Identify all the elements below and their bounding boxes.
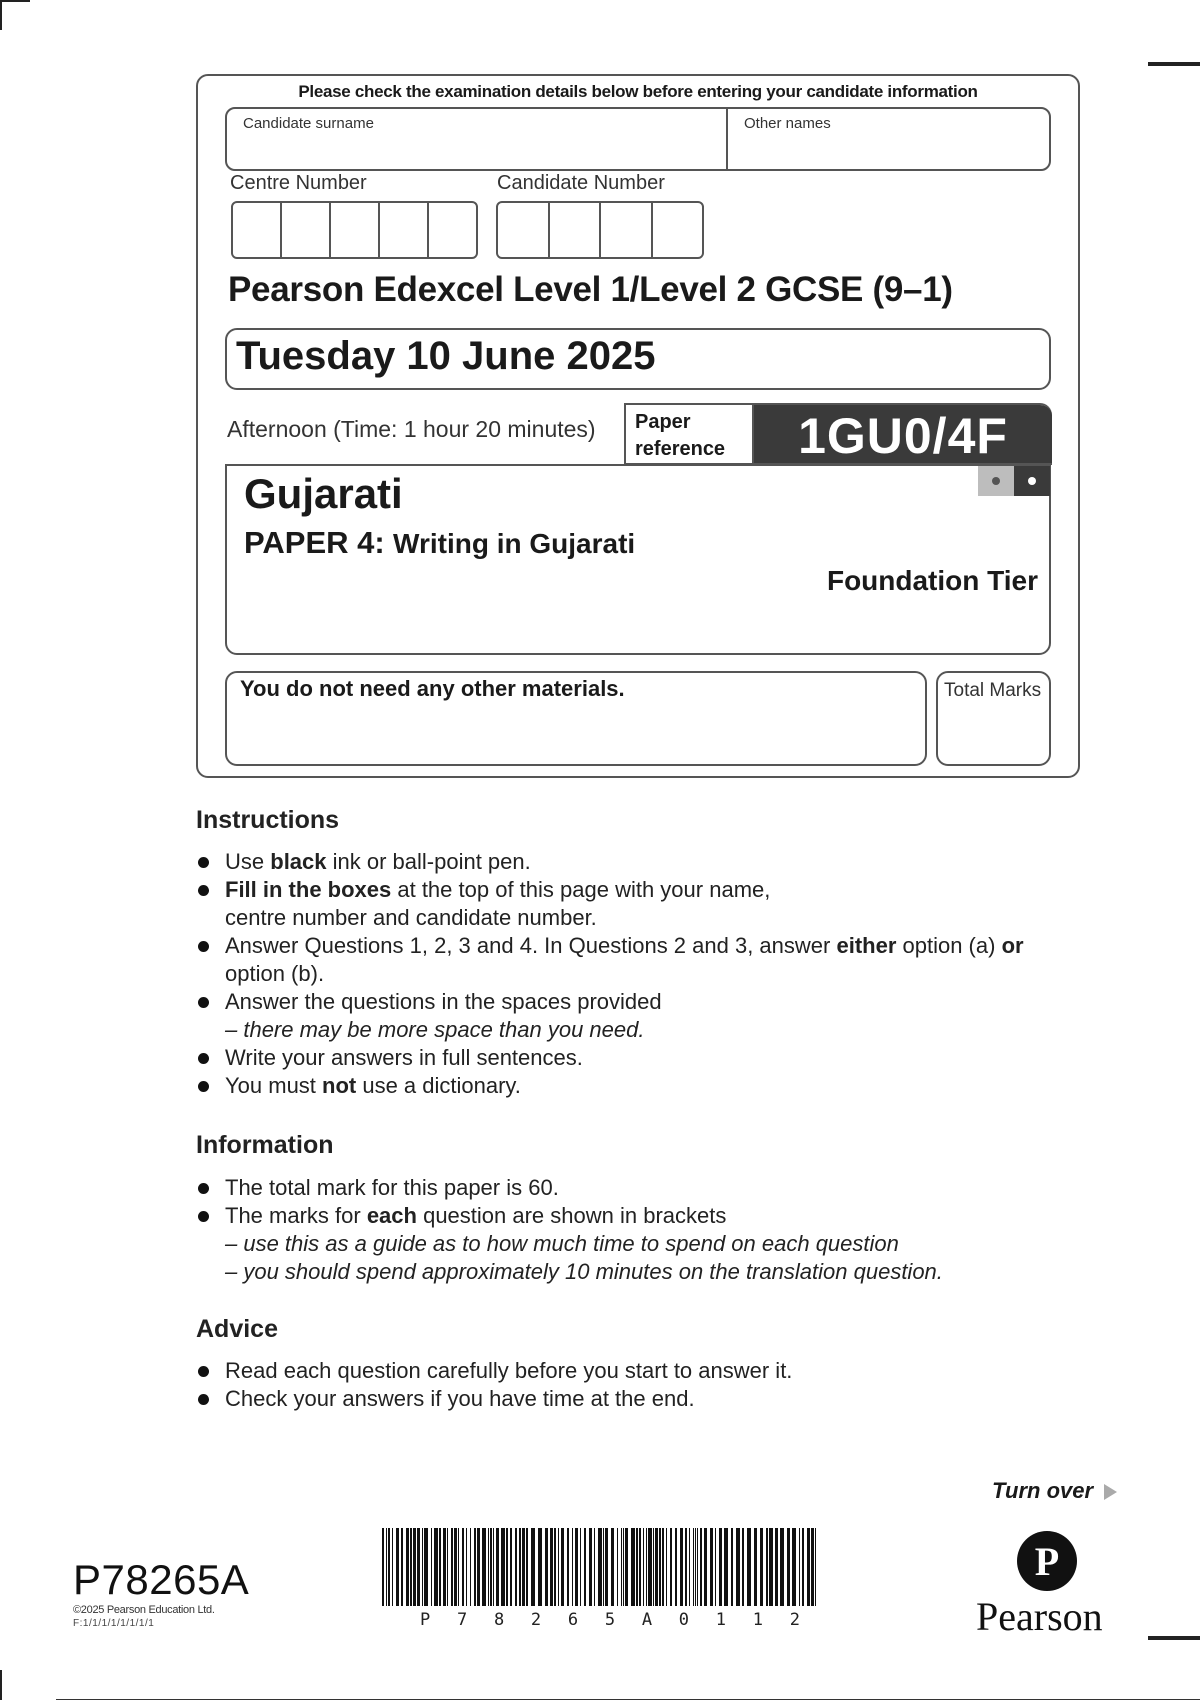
total-marks-label: Total Marks	[944, 680, 1042, 701]
tier-dot-strip	[978, 466, 1050, 496]
check-details-text: Please check the examination details below before entering your candidate information	[298, 82, 978, 101]
barcode-bar	[680, 1528, 683, 1606]
text: Answer Questions 1, 2, 3 and 4. In Questions 2 and 3, answer	[225, 933, 837, 958]
barcode-bar	[406, 1528, 409, 1606]
barcode-digit: A	[641, 1610, 653, 1630]
bullet-icon	[198, 941, 209, 952]
text: centre number and candidate number.	[225, 905, 597, 930]
dot-cell-dark	[1014, 466, 1050, 496]
turn-over-arrow-icon	[1104, 1484, 1117, 1500]
dot-icon	[992, 477, 1000, 485]
bullet-icon	[198, 1366, 209, 1377]
barcode-bar	[598, 1528, 602, 1606]
barcode-bar	[605, 1528, 608, 1606]
centre-number-box[interactable]	[331, 203, 380, 257]
barcode-bar	[451, 1528, 453, 1606]
list-item	[196, 876, 1056, 932]
list-item	[196, 932, 1056, 988]
barcode-bar	[747, 1528, 751, 1606]
materials-text: You do not need any other materials.	[240, 676, 625, 701]
barcode-bar	[575, 1528, 578, 1606]
barcode-bar	[382, 1528, 384, 1606]
barcode-bar	[697, 1528, 698, 1606]
barcode-bar	[470, 1528, 471, 1606]
barcode-digit: 0	[678, 1610, 690, 1630]
text: Write your answers in full sentences.	[225, 1045, 583, 1070]
barcode-bar	[488, 1528, 489, 1606]
text: The marks for	[225, 1203, 367, 1228]
barcode-bar	[689, 1528, 690, 1606]
text-italic: – use this as a guide as to how much time to spend on each question	[225, 1231, 899, 1256]
instructions-heading: Instructions	[196, 806, 340, 834]
bullet-icon	[198, 1211, 209, 1222]
other-names-field[interactable]	[728, 109, 1049, 169]
text: ink or ball-point pen.	[326, 849, 531, 874]
text: You must	[225, 1073, 323, 1098]
barcode-bar	[413, 1528, 416, 1606]
barcode-bar	[589, 1528, 592, 1606]
barcode-bar	[401, 1528, 403, 1606]
barcode-bar	[769, 1528, 773, 1606]
barcode-bar	[522, 1528, 525, 1606]
barcode-digit: 2	[530, 1610, 542, 1630]
copyright-text: ©2025 Pearson Education Ltd.	[73, 1604, 215, 1616]
barcode-bar	[807, 1528, 810, 1606]
barcode-bar	[693, 1528, 694, 1606]
barcode-bar	[639, 1528, 641, 1606]
barcode-bar	[623, 1528, 624, 1606]
barcode-bar	[424, 1528, 428, 1606]
barcode-bar	[584, 1528, 586, 1606]
barcode-bar	[506, 1528, 508, 1606]
paper-title: Writing in Gujarati	[393, 528, 636, 559]
barcode-bar	[670, 1528, 672, 1606]
candidate-name-row	[225, 107, 1051, 171]
text: Use	[225, 849, 271, 874]
text-italic: – you should spend approximately 10 minutes on the translation question.	[225, 1259, 943, 1284]
barcode-bar	[719, 1528, 722, 1606]
list-item	[196, 1072, 1056, 1100]
corner-mark-top-left-h	[0, 0, 30, 2]
barcode-bar	[715, 1528, 716, 1606]
qualification-title: Pearson Edexcel Level 1/Level 2 GCSE (9–1)	[228, 270, 953, 309]
barcode-bar	[580, 1528, 581, 1606]
other-names-label: Other names	[744, 115, 831, 132]
barcode-bar	[646, 1528, 647, 1606]
barcode-digit: 7	[456, 1610, 468, 1630]
corner-mark-top-right	[1148, 62, 1200, 66]
barcode-bar	[545, 1528, 548, 1606]
barcode-digits	[420, 1610, 800, 1630]
barcode-bar	[603, 1528, 604, 1606]
barcode-bar	[392, 1528, 393, 1606]
barcode-bar	[625, 1528, 628, 1606]
barcode-bar	[386, 1528, 387, 1606]
list-item	[196, 1385, 1056, 1413]
barcode-digit: 1	[715, 1610, 726, 1630]
barcode-bar	[799, 1528, 800, 1606]
dot-cell-grey	[978, 466, 1014, 496]
barcode-digit: P	[420, 1610, 431, 1630]
centre-number-label: Centre Number	[230, 172, 367, 194]
pearson-logo-icon	[1016, 1530, 1078, 1592]
barcode-bar	[611, 1528, 614, 1606]
advice-list	[196, 1357, 1056, 1413]
barcode-bar	[493, 1528, 494, 1606]
paper-reference-code: 1GU0/4F	[754, 405, 1052, 463]
bullet-icon	[198, 1081, 209, 1092]
text: option (a)	[896, 933, 1002, 958]
barcode-bar	[519, 1528, 521, 1606]
barcode-bar	[655, 1528, 658, 1606]
candidate-number-box[interactable]	[550, 203, 602, 257]
barcode-bar	[510, 1528, 512, 1606]
list-item	[196, 848, 1056, 876]
text-italic: – there may be more space than you need.	[225, 1017, 645, 1042]
barcode-digit: 8	[493, 1610, 505, 1630]
barcode-bar	[422, 1528, 423, 1606]
tier-label: Foundation Tier	[826, 565, 1038, 596]
barcode-bar	[662, 1528, 664, 1606]
candidate-number-boxes	[496, 201, 704, 259]
barcode-digit: 6	[567, 1610, 579, 1630]
barcode-bar	[685, 1528, 687, 1606]
centre-number-box[interactable]	[380, 203, 429, 257]
barcode-bar	[653, 1528, 654, 1606]
barcode-bar	[447, 1528, 448, 1606]
bullet-icon	[198, 1053, 209, 1064]
information-heading: Information	[196, 1131, 334, 1159]
barcode-bar	[659, 1528, 661, 1606]
pearson-wordmark: Pearson	[976, 1594, 1103, 1639]
barcode-bar	[501, 1528, 505, 1606]
text: at the top of this page with your name,	[391, 877, 771, 902]
candidate-surname-label: Candidate surname	[243, 115, 374, 132]
barcode-bar	[780, 1528, 784, 1606]
barcode-bar	[439, 1528, 441, 1606]
barcode-bar	[648, 1528, 652, 1606]
text-bold: Fill in the boxes	[225, 877, 392, 902]
list-item	[196, 1202, 1056, 1286]
barcode-digit: 5	[604, 1610, 616, 1630]
text-bold: each	[366, 1203, 417, 1228]
barcode-digit: 1	[752, 1610, 763, 1630]
print-code: F:1/1/1/1/1/1/1/1	[73, 1618, 155, 1629]
barcode-bar	[458, 1528, 459, 1606]
barcode-bar	[462, 1528, 464, 1606]
barcode-bar	[792, 1528, 796, 1606]
barcode-bar	[700, 1528, 702, 1606]
information-list	[196, 1174, 1056, 1286]
text: Read each question carefully before you start to answer it.	[225, 1358, 793, 1383]
barcode-bar	[550, 1528, 553, 1606]
barcode-bar	[811, 1528, 814, 1606]
text: The total mark for this paper is 60.	[225, 1175, 559, 1200]
paper-code: P78265A	[73, 1556, 250, 1603]
exam-date: Tuesday 10 June 2025	[236, 334, 656, 378]
barcode-bar	[766, 1528, 768, 1606]
barcode-bar	[643, 1528, 644, 1606]
text-bold: or	[1001, 933, 1024, 958]
bullet-icon	[198, 1394, 209, 1405]
turn-over-text: Turn over	[992, 1478, 1094, 1503]
candidate-number-box[interactable]	[498, 203, 550, 257]
candidate-surname-field[interactable]	[227, 109, 728, 169]
text-bold: not	[322, 1073, 357, 1098]
barcode-bar	[695, 1528, 696, 1606]
barcode-bar	[526, 1528, 528, 1606]
barcode-bar	[482, 1528, 486, 1606]
paper-title-line	[244, 525, 635, 561]
barcode-bar	[802, 1528, 804, 1606]
barcode-digit: 2	[789, 1610, 800, 1630]
barcode-bar	[704, 1528, 707, 1606]
paper-reference-label	[626, 405, 754, 463]
paper-reference-box	[624, 403, 1052, 465]
barcode-bar	[466, 1528, 467, 1606]
subject-name: Gujarati	[244, 470, 403, 517]
centre-number-box[interactable]	[429, 203, 476, 257]
barcode-bar	[594, 1528, 595, 1606]
barcode-bar	[515, 1528, 517, 1606]
barcode-bar	[621, 1528, 622, 1606]
barcode-bar	[443, 1528, 446, 1606]
barcode-bar	[474, 1528, 476, 1606]
centre-number-boxes	[231, 201, 478, 259]
text: question are shown in brackets	[416, 1203, 727, 1228]
bullet-icon	[198, 885, 209, 896]
corner-mark-bottom-left	[0, 1670, 2, 1700]
list-item	[196, 1044, 1056, 1072]
barcode-bar	[496, 1528, 499, 1606]
barcode-bar	[631, 1528, 635, 1606]
barcode-bar	[531, 1528, 535, 1606]
barcode-bar	[396, 1528, 399, 1606]
barcode-bar	[724, 1528, 728, 1606]
barcode-bar	[490, 1528, 492, 1606]
logo-letter: P	[1034, 1539, 1060, 1584]
barcode-bar	[567, 1528, 569, 1606]
text: use a dictionary.	[356, 1073, 521, 1098]
barcode-bar	[815, 1528, 816, 1606]
text: option (b).	[225, 961, 325, 986]
barcode-bar	[388, 1528, 390, 1606]
corner-mark-top-left	[0, 0, 2, 30]
barcode-bar	[434, 1528, 438, 1606]
barcode-bar	[572, 1528, 573, 1606]
barcode-bar	[417, 1528, 420, 1606]
dot-icon	[1028, 477, 1036, 485]
bullet-icon	[198, 997, 209, 1008]
centre-number-box[interactable]	[233, 203, 282, 257]
barcode-bar	[666, 1528, 667, 1606]
barcode-bar	[754, 1528, 757, 1606]
candidate-number-box[interactable]	[601, 203, 653, 257]
centre-number-box[interactable]	[282, 203, 331, 257]
barcode-bar	[617, 1528, 618, 1606]
instructions-list	[196, 848, 1056, 1100]
text: Answer the questions in the spaces provided	[225, 989, 662, 1014]
text-bold: black	[270, 849, 327, 874]
barcode-bar	[410, 1528, 412, 1606]
barcode-bar	[454, 1528, 457, 1606]
candidate-number-box[interactable]	[653, 203, 703, 257]
barcode-bar	[561, 1528, 564, 1606]
list-item	[196, 1357, 1056, 1385]
paper-reference-label-line2: reference	[635, 438, 726, 460]
barcode-bar	[775, 1528, 778, 1606]
barcode-bar	[431, 1528, 432, 1606]
advice-heading: Advice	[196, 1315, 278, 1343]
bullet-icon	[198, 857, 209, 868]
barcode-bar	[558, 1528, 559, 1606]
list-item	[196, 988, 1056, 1044]
exam-session-time: Afternoon (Time: 1 hour 20 minutes)	[227, 416, 596, 442]
barcode-bar	[636, 1528, 638, 1606]
bullet-icon	[198, 1183, 209, 1194]
candidate-number-label: Candidate Number	[497, 172, 665, 194]
barcode-bar	[760, 1528, 763, 1606]
barcode-bar	[675, 1528, 677, 1606]
barcode-bar	[554, 1528, 556, 1606]
barcode-bar	[477, 1528, 480, 1606]
barcode-bar	[710, 1528, 713, 1606]
paper-reference-label-line1: Paper	[635, 411, 691, 433]
text: Check your answers if you have time at the end.	[225, 1386, 695, 1411]
text-bold: either	[836, 933, 897, 958]
barcode-bar	[731, 1528, 733, 1606]
barcode-bar	[736, 1528, 740, 1606]
barcode-bar	[538, 1528, 542, 1606]
corner-mark-bottom-right	[1148, 1636, 1200, 1640]
barcode-bar	[742, 1528, 744, 1606]
barcode-bar	[787, 1528, 790, 1606]
paper-number: PAPER 4:	[244, 525, 385, 560]
list-item	[196, 1174, 1056, 1202]
